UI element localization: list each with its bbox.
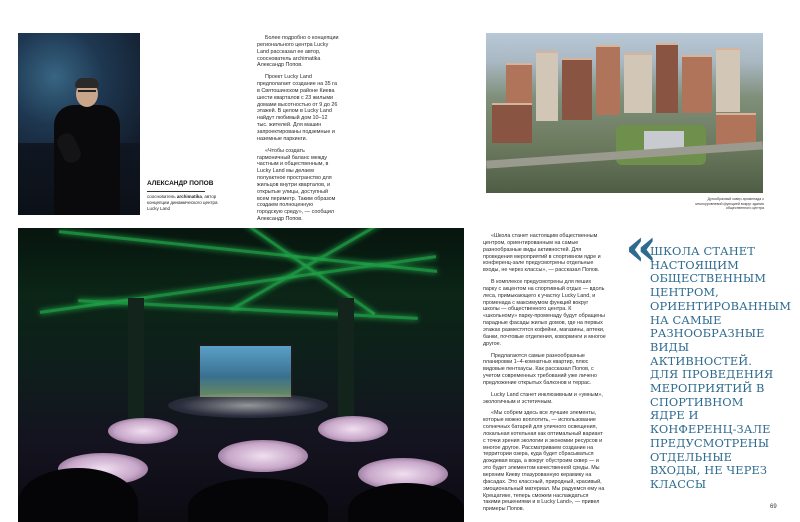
page-number: 69 <box>770 504 777 510</box>
speaker-caption <box>147 180 222 212</box>
article-column-2 <box>483 233 606 518</box>
event-hall-photo <box>18 228 464 522</box>
speaker-name: АЛЕКСАНДР ПОПОВ <box>147 180 214 187</box>
paragraph: Предлагаются самые разнообразные планировки 1–4-комнатных квартир, плюс видовые пентхаусы. Как рассказал Попов, с учетом современных требований уже личено предложение открытых балконов и террас. <box>483 352 597 386</box>
quote-mark-icon: « <box>625 217 658 278</box>
speaker-role: сооснователь archimatika, автор концепции динамического центра Lucky Land <box>147 193 218 211</box>
aerial-render-photo <box>486 33 763 193</box>
paragraph: В комплексе предусмотрены для пеших парку с акцентом на спортивный отдых — вдоль леса, примыкающего к участку Lucky Land, и променада с максимумом функций вокруг школы — общественного центра. К «школьному» парку-променаду будут обращены парадные фасады жилых домов, где на первых этажах разместятся кофейни, магазины, аптеки, банки, почтовые отделения, коворкинги и многое другое. <box>483 279 606 347</box>
stage-screen <box>198 344 293 399</box>
aerial-photo-caption: Дугообразный сквер-променада с многоуровневой функцией вокруг здания общественного центра <box>695 197 764 211</box>
paragraph: Проект Lucky Land предполагает создание на 35 га в Святошинском районе Киева шести кварталов с 23 жилыми домами высотностью от 9 до 26 этажей. В целом в Lucky Land найдут любимый дом 10–12 тыс. жителей. Для машин запроектированы подземные и наземные паркинги. <box>257 74 338 142</box>
paragraph: «Чтобы создать гармоничный баланс между частным и общественным, в Lucky Land мы делаем полуактное пространство для жильцов внутри кварталов, и открытые улицы, доступный всем периметр. Таким образом создаем полноценную городскую среду», — сообщил Александр Попов. <box>257 147 336 223</box>
pull-quote: ШКОЛА СТАНЕТ НАСТОЯЩИМ ОБЩЕСТВЕННЫМ ЦЕНТРОМ, ОРИЕНТИРОВАННЫМ НА САМЫЕ РАЗНООБРАЗНЫЕ ВИДЫ АКТИВНОСТЕЙ. ДЛЯ ПРОВЕДЕНИЯ МЕРОПРИЯТИЙ В СПОРТИВНОМ ЯДРЕ И КОНФЕРЕНЦ-ЗАЛЕ ПРЕДУСМОТРЕНЫ ОТДЕЛЬНЫЕ ВХОДЫ, НЕ ЧЕРЕЗ КЛАССЫ <box>650 244 791 491</box>
caption-divider <box>147 191 205 192</box>
paragraph: «Мы собрем здесь все лучшие элементы, которые можно воплотить, — использование солнечных батарей для уличного освещения, локальная котельная как оптимальный вариант с точки зрения экологии и экономии ресурсов и многое другое. Рассматриваем создание на территории озера, куда будет сбрасываться дождевая вода, а вокруг обустроим сквер — и это будет элементом качественной среды. Мы верхним Киеву глазурованную керамику на фасадах. Это классный, природный, красивый, эмоциональный материал. Мы радуемся ему на Крещатике, теперь сможем наслаждаться такими решениями и в Lucky Land», — привел примеры Попов. <box>483 410 605 513</box>
paragraph: «Школа станет настоящим общественным центром, ориентированным на самые разнообразные виды активностей. Для проведения мероприятий в спортивном ядре и конференц-зале предусмотрены отдельные входы, не через классы», — рассказал Попов. <box>483 233 601 274</box>
paragraph: Lucky Land станет инклюзивным и «умным», экологичным и эстетичным. <box>483 391 603 405</box>
speaker-photo <box>18 33 140 215</box>
paragraph: Более подробно о концепции регионального центра Lucky Land рассказал ее автор, сооснователь archimatika Александр Попов. <box>257 35 339 69</box>
brand-name: archimatika <box>176 193 202 199</box>
